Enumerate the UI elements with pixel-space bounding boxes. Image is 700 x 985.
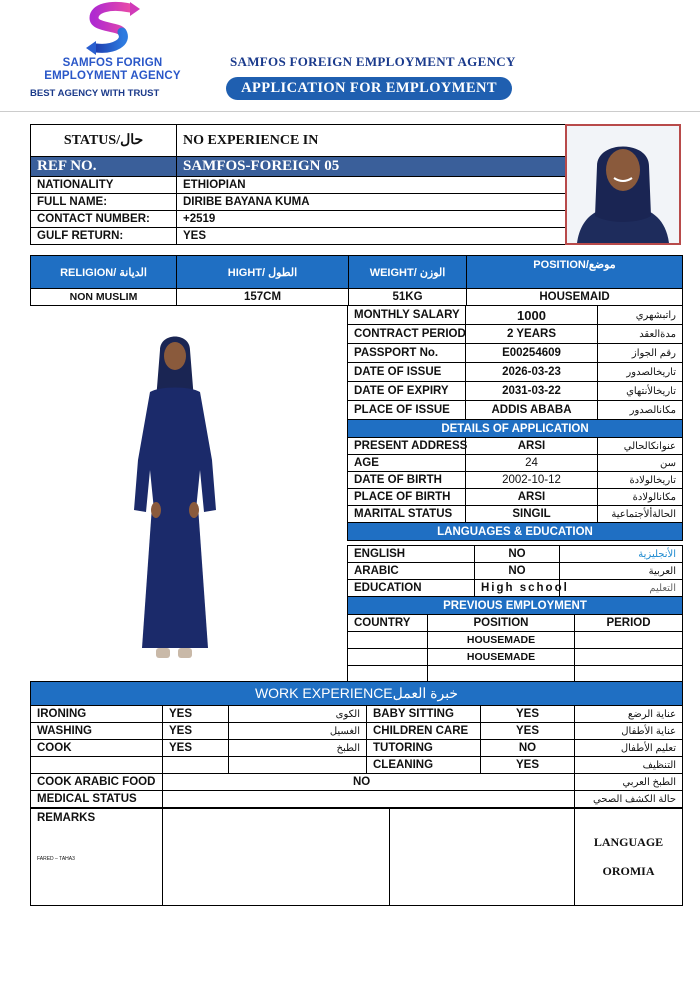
prev-position-3 — [428, 666, 575, 683]
prev-country-2 — [348, 649, 428, 666]
logo-s-mark-icon — [70, 2, 158, 56]
work-childcare-label: CHILDREN CARE — [367, 723, 481, 740]
work-babysitting-label: BABY SITTING — [367, 706, 481, 723]
cook-arabic-label: COOK ARABIC FOOD — [31, 774, 163, 791]
expiry-date-label: DATE OF EXPIRY — [348, 382, 466, 401]
position-value: HOUSEMAID — [467, 289, 683, 306]
medical-value — [163, 791, 575, 808]
address-ar: عنوانكالحالي — [598, 438, 683, 455]
status-value: NO EXPERIENCE IN — [177, 125, 567, 157]
prev-period-header: PERIOD — [575, 615, 683, 632]
details-title: DETAILS OF APPLICATION — [348, 420, 683, 438]
logo-line-2: EMPLOYMENT AGENCY — [44, 70, 181, 82]
agency-name: SAMFOS FOREIGN EMPLOYMENT AGENCY — [230, 54, 516, 69]
expiry-date-value: 2031-03-22 — [466, 382, 598, 401]
status-label: STATUS/حال — [31, 125, 177, 157]
prev-period-1 — [575, 632, 683, 649]
gulf-label: GULF RETURN: — [31, 228, 177, 245]
remarks-table — [30, 808, 683, 906]
marital-ar: الحالةألأجتماعية — [598, 506, 683, 523]
issue-place-ar: مكانالصدور — [598, 401, 683, 420]
work-empty-ar — [229, 757, 367, 774]
salary-value: 1000 — [466, 306, 598, 325]
gulf-value: YES — [177, 228, 567, 245]
contact-value: +2519 — [177, 211, 567, 228]
passport-ar: رقم الجواز — [598, 344, 683, 363]
issue-place-label: PLACE OF ISSUE — [348, 401, 466, 420]
fullname-label: FULL NAME: — [31, 194, 177, 211]
issue-place-value: ADDIS ABABA — [466, 401, 598, 420]
english-ar: الأنجليزية — [560, 546, 683, 563]
nationality-label: NATIONALITY — [31, 177, 177, 194]
language-cell — [575, 809, 683, 906]
work-ironing-ar: الكوى — [229, 706, 367, 723]
portrait-figure-icon — [567, 126, 679, 243]
prev-period-3 — [575, 666, 683, 683]
work-tutoring-ar: تعليم الأطفال — [575, 740, 683, 757]
period-label: CONTRACT PERIOD — [348, 325, 466, 344]
work-empty-value — [163, 757, 229, 774]
prev-country-3 — [348, 666, 428, 683]
work-tutoring-label: TUTORING — [367, 740, 481, 757]
prev-country-header: COUNTRY — [348, 615, 428, 632]
cook-arabic-value: NO — [163, 774, 575, 791]
address-value: ARSI — [466, 438, 598, 455]
work-cleaning-ar: التنظيف — [575, 757, 683, 774]
header-divider — [0, 111, 700, 112]
prev-period-2 — [575, 649, 683, 666]
age-value: 24 — [466, 455, 598, 472]
work-childcare-value: YES — [481, 723, 575, 740]
remarks-blank-2 — [390, 809, 575, 906]
languages-table — [347, 545, 683, 615]
prev-country-1 — [348, 632, 428, 649]
age-ar: سن — [598, 455, 683, 472]
work-washing-label: WASHING — [31, 723, 163, 740]
work-washing-ar: الغسيل — [229, 723, 367, 740]
medical-label: MEDICAL STATUS — [31, 791, 163, 808]
work-cook-value: YES — [163, 740, 229, 757]
dob-ar: تاريخالولادة — [598, 472, 683, 489]
prev-position-2: HOUSEMADE — [428, 649, 575, 666]
ref-label: REF NO. — [31, 157, 177, 177]
pob-label: PLACE OF BIRTH — [348, 489, 466, 506]
height-label: HIGHT/ الطول — [177, 256, 349, 289]
issue-date-value: 2026-03-23 — [466, 363, 598, 382]
remarks-label: REMARKS — [37, 812, 96, 824]
agency-logo — [30, 2, 195, 100]
english-label: ENGLISH — [348, 546, 475, 563]
work-babysitting-ar: عناية الرضع — [575, 706, 683, 723]
fullname-value: DIRIBE BAYANA KUMA — [177, 194, 567, 211]
work-experience-table — [30, 681, 683, 808]
expiry-date-ar: تاريخالأنتهاي — [598, 382, 683, 401]
work-title-en: WORK EXPERIENCE — [254, 685, 393, 701]
remarks-cell — [31, 809, 163, 906]
work-babysitting-value: YES — [481, 706, 575, 723]
work-childcare-ar: عناية الأطفال — [575, 723, 683, 740]
address-label: PRESENT ADDRESS — [348, 438, 466, 455]
arabic-label: ARABIC — [348, 563, 475, 580]
salary-ar: راتبشهري — [598, 306, 683, 325]
form-title: APPLICATION FOR EMPLOYMENT — [226, 77, 512, 100]
ref-value: SAMFOS-FOREIGN 05 — [177, 157, 567, 177]
prev-position-header: POSITION — [428, 615, 575, 632]
logo-line-1: SAMFOS FORIGN — [62, 57, 163, 69]
passport-value: E00254609 — [466, 344, 598, 363]
full-body-photo — [120, 330, 230, 668]
work-washing-value: YES — [163, 723, 229, 740]
cook-arabic-ar: الطبخ العربي — [575, 774, 683, 791]
position-label: POSITION/موضع — [467, 256, 683, 289]
remarks-blank-1 — [163, 809, 390, 906]
nationality-value: ETHIOPIAN — [177, 177, 567, 194]
education-label: EDUCATION — [348, 580, 475, 597]
language-label: LANGUAGE — [593, 835, 664, 849]
logo-tagline: BEST AGENCY WITH TRUST — [30, 88, 160, 99]
previous-title: PREVIOUS EMPLOYMENT — [348, 597, 683, 615]
work-cleaning-label: CLEANING — [367, 757, 481, 774]
work-cook-ar: الطبخ — [229, 740, 367, 757]
arabic-value: NO — [475, 563, 560, 580]
age-label: AGE — [348, 455, 466, 472]
dob-label: DATE OF BIRTH — [348, 472, 466, 489]
work-ironing-label: IRONING — [31, 706, 163, 723]
salary-label: MONTHLY SALARY — [348, 306, 466, 325]
work-empty-label — [31, 757, 163, 774]
weight-label: WEIGHT/ الوزن — [349, 256, 467, 289]
work-cleaning-value: YES — [481, 757, 575, 774]
work-tutoring-value: NO — [481, 740, 575, 757]
issue-date-ar: تاريخالصدور — [598, 363, 683, 382]
contact-label: CONTACT NUMBER: — [31, 211, 177, 228]
height-value: 157CM — [177, 289, 349, 306]
issue-date-label: DATE OF ISSUE — [348, 363, 466, 382]
prev-position-1: HOUSEMADE — [428, 632, 575, 649]
period-ar: مدةالعقد — [598, 325, 683, 344]
attributes-table — [30, 255, 683, 306]
languages-title: LANGUAGES & EDUCATION — [348, 523, 683, 541]
education-ar: التعليم — [560, 580, 683, 597]
work-title — [31, 682, 683, 706]
religion-label: RELIGION/ الديانة — [31, 256, 177, 289]
weight-value: 51KG — [349, 289, 467, 306]
work-ironing-value: YES — [163, 706, 229, 723]
previous-employment-table — [347, 614, 683, 683]
pob-value: ARSI — [466, 489, 598, 506]
period-value: 2 YEARS — [466, 325, 598, 344]
language-value: OROMIA — [602, 864, 655, 878]
contract-table — [347, 305, 683, 541]
marital-value: SINGIL — [466, 506, 598, 523]
remarks-note: FARED – TAHA3 — [37, 856, 75, 862]
full-body-figure-icon — [120, 330, 230, 668]
medical-ar: حالة الكشف الصحي — [575, 791, 683, 808]
applicant-header-table — [30, 124, 567, 245]
marital-label: MARITAL STATUS — [348, 506, 466, 523]
passport-label: PASSPORT No. — [348, 344, 466, 363]
portrait-photo — [565, 124, 681, 245]
work-title-ar: خبرة العمل — [392, 685, 459, 701]
religion-value: NON MUSLIM — [31, 289, 177, 306]
education-value: High school — [475, 580, 560, 597]
arabic-ar: العربية — [560, 563, 683, 580]
work-cook-label: COOK — [31, 740, 163, 757]
pob-ar: مكانالولادة — [598, 489, 683, 506]
dob-value: 2002-10-12 — [466, 472, 598, 489]
english-value: NO — [475, 546, 560, 563]
